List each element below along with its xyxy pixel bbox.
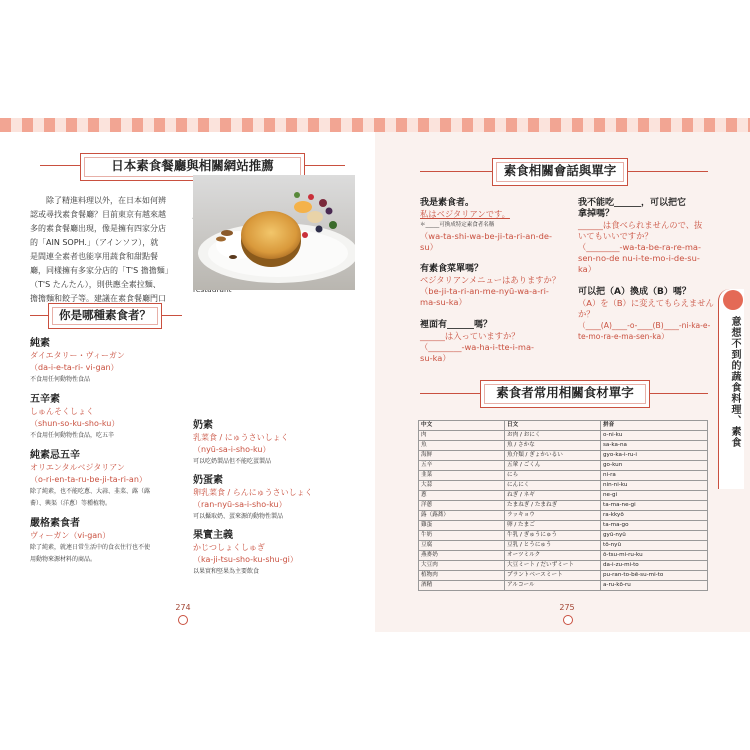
- cell-chinese: 肉: [419, 431, 505, 441]
- cell-chinese: 雞蛋: [419, 521, 505, 531]
- header-chinese: 中文: [419, 421, 505, 431]
- cell-chinese: 豆腐: [419, 541, 505, 551]
- cell-chinese: 韭菜: [419, 471, 505, 481]
- cell-japanese: オーツミルク: [505, 551, 601, 561]
- right-title-rule-left: [420, 171, 492, 172]
- cell-romaji: go-kun: [601, 461, 708, 471]
- cell-romaji: tō-nyū: [601, 541, 708, 551]
- ingredient-vocabulary-table: [418, 420, 708, 591]
- table-row: [419, 451, 708, 461]
- right-page-title: 素食相關會話與單字: [492, 158, 628, 186]
- subtitle-rule-left: [30, 315, 48, 316]
- subtitle-box: 你是哪種素食者？: [48, 303, 162, 329]
- cell-romaji: pu-ran-to-bē-su-mi-to: [601, 571, 708, 581]
- cell-chinese: 蕗（蕗蕎）: [419, 511, 505, 521]
- table-row: [419, 541, 708, 551]
- table-row: [419, 431, 708, 441]
- title-rule-right: [305, 165, 345, 166]
- cell-romaji: ni-ra: [601, 471, 708, 481]
- cell-chinese: 大豆肉: [419, 561, 505, 571]
- phrase-i-am-vegetarian: 我是素食者。 私はベジタリアンです。 ＊_____可換成特定素食者名稱 （wa-ta-shi-wa-be-ji-ta-ri-an-de- su）: [420, 198, 552, 252]
- pancake-photo: [193, 175, 355, 290]
- cell-romaji: ō-tsu-mi-ru-ku: [601, 551, 708, 561]
- table-title-rule-left: [420, 393, 480, 394]
- chapter-tab-label: 意想不到的蔬食料理、素食: [729, 316, 740, 448]
- table-row: [419, 561, 708, 571]
- right-title-rule-right: [628, 171, 708, 172]
- cell-japanese: 大豆ミート / だいずミート: [505, 561, 601, 571]
- cell-chinese: 酒精: [419, 581, 505, 591]
- cell-japanese: ラッキョウ: [505, 511, 601, 521]
- veg-type-vegan: 純素 ダイエタリー・ヴィーガン （da-i-e-ta-ri- vi-gan） 不食用任何動物性食品: [30, 338, 125, 383]
- cell-romaji: da-i-zu-mi-to: [601, 561, 708, 571]
- veg-type-fruitarian: 果實主義 かじつしょくしゅぎ （ka-ji-tsu-sho-ku-shu-gi） 以果實和堅果為主要飲食: [193, 530, 298, 575]
- cell-chinese: 魚: [419, 441, 505, 451]
- cell-japanese: たまねぎ / たまねぎ: [505, 501, 601, 511]
- table-row: [419, 581, 708, 591]
- cell-chinese: 五辛: [419, 461, 505, 471]
- cell-romaji: sa-ka-na: [601, 441, 708, 451]
- cell-chinese: 燕麥奶: [419, 551, 505, 561]
- phrase-veg-menu: 有素食菜單嗎？ ベジタリアンメニューはありますか？ （be-ji-ta-ri-an-me-nyū-wa-a-ri- ma-su-ka）: [420, 264, 561, 307]
- cell-chinese: 植物肉: [419, 571, 505, 581]
- chapter-tab-dot: [723, 290, 743, 310]
- cell-japanese: 豆乳 / とうにゅう: [505, 541, 601, 551]
- veg-type-strict-vegan: 嚴格素食者 ヴィーガン（vi-gan） 除了純素，就連日常生活中的食衣住行也不使 用動物來源材料的商品。: [30, 518, 151, 563]
- table-title: 素食者常用相關食材單字: [480, 380, 650, 408]
- cell-romaji: gyo-ka-i-ru-i: [601, 451, 708, 461]
- title-rule-left: [40, 165, 80, 166]
- pancake-image: [193, 175, 355, 290]
- table-row: [419, 441, 708, 451]
- cell-romaji: ra-kkyō: [601, 511, 708, 521]
- subtitle-rule-right: [162, 315, 182, 316]
- intro-paragraph: 除了精進料理以外，在日本如何辨 認或尋找素食餐廳？目前東京有越來越 多的素食餐廳出現，像是擁有四家分店 的「AIN SOPH.」（アインソフ），就 是間連全素者也能享用蔬食和甜點餐 廳，同樣擁有多家分店的「T'S 擔擔麵」 （T'S たんたん），則供應全素拉麵、 擔擔麵和餃子等。建議在素食餐廳門口: [30, 196, 173, 303]
- cell-chinese: 大蒜: [419, 481, 505, 491]
- phrase-swap: 可以把（A）換成（B）嗎？ （A）を（B）に変えてもらえませんか？ （____(A)____-o-____(B)____-ni-ka-e- te-mo-ra-e-ma-sen-ka）: [578, 287, 714, 341]
- cell-romaji: a-ru-kō-ru: [601, 581, 708, 591]
- cell-japanese: 五葷 / ごくん: [505, 461, 601, 471]
- cell-japanese: ねぎ / ネギ: [505, 491, 601, 501]
- cell-chinese: 海鮮: [419, 451, 505, 461]
- table-row: [419, 461, 708, 471]
- left-page-number: 274: [175, 603, 191, 612]
- table-row: [419, 481, 708, 491]
- veg-type-five-pungent: 五辛素 しゅんそくしょく （shun-so-ku-sho-ku） 不食用任何動物性食品，吃五辛: [30, 394, 120, 439]
- left-page-title: 日本素食餐廳與相關網站推薦: [80, 153, 305, 181]
- cell-japanese: 牛乳 / ぎゅうにゅう: [505, 531, 601, 541]
- cell-romaji: ne-gi: [601, 491, 708, 501]
- table-row: [419, 531, 708, 541]
- table-row: [419, 551, 708, 561]
- table-row: [419, 501, 708, 511]
- phrase-cannot-eat: 我不能吃______，可以把它 拿掉嗎？ ______は食べられませんので、抜 いてもいいですか？ （________-wa-ta-be-ra-re-ma- sen-no-de nu-i-te-mo-i-de-su- ka）: [578, 198, 703, 274]
- cell-japanese: 魚介類 / ぎょかいるい: [505, 451, 601, 461]
- cell-japanese: にんにく: [505, 481, 601, 491]
- cell-japanese: アルコール: [505, 581, 601, 591]
- cell-japanese: 卵 / たまご: [505, 521, 601, 531]
- cell-chinese: 蔥: [419, 491, 505, 501]
- table-row: [419, 521, 708, 531]
- cell-japanese: にら: [505, 471, 601, 481]
- page-marker: [563, 615, 573, 625]
- table-header-row: [419, 421, 708, 431]
- top-stripe: [0, 118, 750, 132]
- table-title-rule-right: [650, 393, 708, 394]
- cell-romaji: o-ni-ku: [601, 431, 708, 441]
- cell-romaji: ta-ma-ne-gi: [601, 501, 708, 511]
- cell-chinese: 洋蔥: [419, 501, 505, 511]
- table-row: [419, 491, 708, 501]
- cell-japanese: プラントベースミート: [505, 571, 601, 581]
- cell-romaji: nin-ni-ku: [601, 481, 708, 491]
- right-page-number: 275: [559, 603, 575, 612]
- page-marker: [178, 615, 188, 625]
- veg-type-lacto: 奶素 乳菜食 / にゅうさいしょく （nyū-sa-i-sho-ku） 可以吃奶製品但不能吃蛋製品: [193, 420, 289, 465]
- cell-japanese: 魚 / さかな: [505, 441, 601, 451]
- cell-romaji: ta-ma-go: [601, 521, 708, 531]
- cell-chinese: 牛奶: [419, 531, 505, 541]
- table-row: [419, 571, 708, 581]
- phrase-contains: 裡面有______嗎？ ______は入っていますか？ （________-wa-ha-i-tte-i-ma- su-ka）: [420, 320, 535, 363]
- cell-japanese: お肉 / おにく: [505, 431, 601, 441]
- veg-type-oriental: 純素忌五辛 オリエンタルベジタリアン （o-ri-en-ta-ru-be-ji-ta-ri-an） 除了純素，也不能吃蔥、大蒜、韭菜、蕗（蕗 蕎）、興渠（洋蔥）等種植物。: [30, 450, 151, 507]
- table-body: [419, 431, 708, 591]
- veg-type-lacto-ovo: 奶蛋素 卵乳菜食 / らんにゅうさいしょく （ran-nyū-sa-i-sho-ku） 可以攝取奶、蛋來源的動物性製品: [193, 475, 313, 520]
- header-romaji: 拼音: [601, 421, 708, 431]
- table-row: [419, 511, 708, 521]
- cell-romaji: gyū-nyū: [601, 531, 708, 541]
- table-row: [419, 471, 708, 481]
- header-japanese: 日文: [505, 421, 601, 431]
